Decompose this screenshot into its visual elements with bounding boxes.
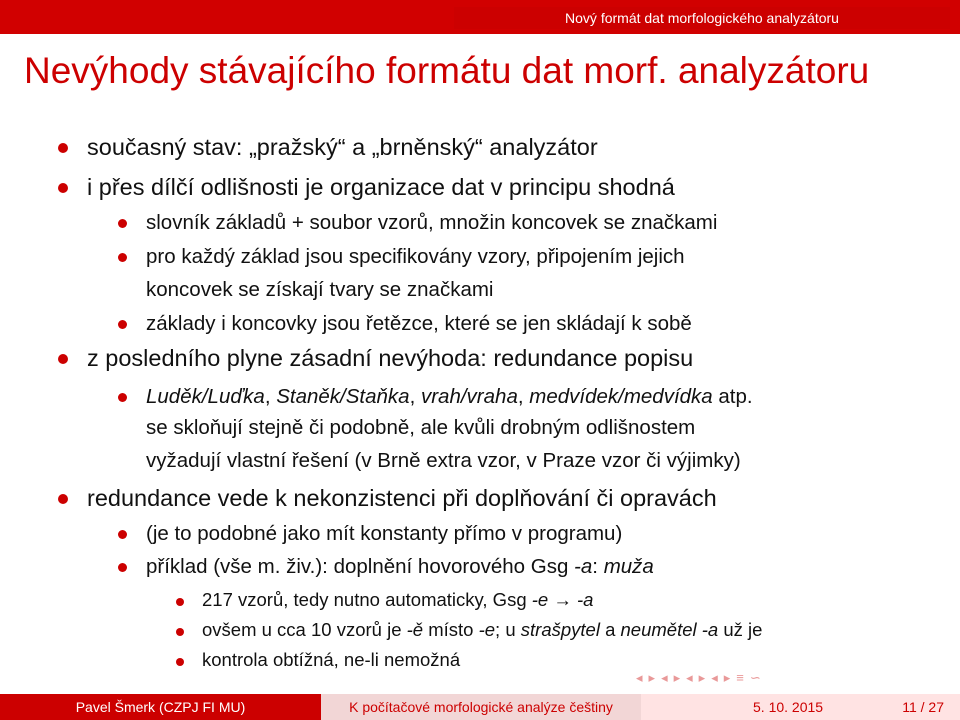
top-header-bar (0, 0, 960, 34)
trailing-text: už je (718, 619, 763, 640)
example-word: -e (478, 619, 496, 640)
nav-slide-forward-icon[interactable]: ▸ (723, 670, 731, 685)
example-word: vrah/vraha (420, 385, 518, 408)
bullet-item: i přes dílčí odlišnosti je organizace dat v principu shodná (87, 174, 675, 200)
footer-page-number: 11 / 27 (902, 699, 944, 715)
sub-bullet-item (146, 385, 753, 409)
sub-bullet-icon (118, 320, 127, 329)
sub-bullet-continuation: se skloňují stejně či podobně, ale kvůli drobným odlišnostem (146, 416, 696, 439)
sub-bullet-item: základy i koncovky jsou řetězce, které se jen skládají k sobě (146, 312, 692, 335)
example-word: Staněk/Staňka (276, 385, 410, 408)
sub-bullet-item: slovník základů + soubor vzorů, množin koncovek se značkami (146, 211, 718, 234)
sub-sub-bullet-item (202, 619, 762, 641)
section-label: Nový formát dat morfologického analyzátoru (454, 7, 950, 29)
separator-text: a (599, 619, 621, 640)
separator-text: : (592, 555, 604, 578)
nav-align-icon[interactable]: ≡ (736, 670, 744, 685)
beamer-navigation (636, 668, 761, 688)
example-word: -e (531, 589, 549, 610)
footer-date: 5. 10. 2015 (753, 699, 824, 715)
sub-sub-bullet-icon (176, 598, 184, 606)
separator-text: ; u (495, 619, 521, 640)
nav-subsection-back-icon[interactable]: ◂ (661, 670, 668, 685)
footer-meta (641, 694, 960, 720)
nav-frame-forward-icon[interactable]: ▸ (648, 670, 656, 685)
footer-title: K počítačové morfologické analýze češtiny (321, 694, 641, 720)
nav-subsection-forward-icon[interactable]: ▸ (673, 670, 681, 685)
example-word: medvídek/medvídka (529, 385, 713, 408)
bullet-icon (58, 354, 68, 364)
separator-text: , (409, 385, 421, 408)
separator-text: , (264, 385, 277, 408)
bullet-icon (58, 183, 68, 193)
sub-bullet-icon (118, 563, 127, 572)
arrow-text: → (548, 589, 577, 610)
nav-section-back-icon[interactable]: ◂ (686, 670, 693, 685)
nav-slide-back-icon[interactable]: ◂ (711, 670, 718, 685)
sub-bullet-item (146, 555, 654, 579)
separator-text: místo (423, 619, 479, 640)
sub-bullet-item: (je to podobné jako mít konstanty přímo v programu) (146, 522, 623, 545)
sub-sub-bullet-item (202, 589, 593, 611)
sub-bullet-item: pro každý základ jsou specifikovány vzory, připojením jejich (146, 245, 685, 268)
item-text: příklad (vše m. živ.): doplnění hovorového Gsg (146, 555, 575, 578)
bullet-icon (58, 143, 68, 153)
sub-bullet-continuation: vyžadují vlastní řešení (v Brně extra vzor, v Praze vzor či výjimky) (146, 449, 741, 472)
nav-section-forward-icon[interactable]: ▸ (698, 670, 706, 685)
example-word: -a (576, 589, 594, 610)
sub-bullet-continuation: koncovek se získají tvary se značkami (146, 278, 494, 301)
sub-sub-bullet-icon (176, 628, 184, 636)
bullet-item: redundance vede k nekonzistenci při doplňování či opravách (87, 485, 717, 511)
example-word: muža (603, 555, 654, 578)
bullet-item: z posledního plyne zásadní nevýhoda: redundance popisu (87, 345, 694, 371)
trailing-text: atp. (712, 385, 753, 408)
sub-sub-bullet-icon (176, 658, 184, 666)
separator-text: , (517, 385, 530, 408)
footer-author: Pavel Šmerk (CZPJ FI MU) (0, 694, 321, 720)
example-word: Luděk/Luďka (146, 385, 265, 408)
example-word: -ě (406, 619, 424, 640)
bullet-icon (58, 494, 68, 504)
example-word: strašpytel (520, 619, 600, 640)
nav-search-icon[interactable]: ∽ (749, 670, 761, 685)
slide-title: Nevýhody stávajícího formátu dat morf. analyzátoru (24, 50, 870, 91)
footer-bar (0, 694, 960, 720)
sub-bullet-icon (118, 253, 127, 262)
sub-bullet-icon (118, 393, 127, 402)
bullet-item: současný stav: „pražský“ a „brněnský“ analyzátor (87, 134, 598, 160)
sub-sub-bullet-item: kontrola obtížná, ne-li nemožná (202, 649, 461, 670)
sub-bullet-icon (118, 219, 127, 228)
item-text: 217 vzorů, tedy nutno automaticky, Gsg (202, 589, 532, 610)
nav-frame-back-icon[interactable]: ◂ (636, 670, 643, 685)
item-text: ovšem u cca 10 vzorů je (202, 619, 407, 640)
sub-bullet-icon (118, 530, 127, 539)
example-word: -a (574, 555, 593, 578)
example-word: neumětel -a (620, 619, 719, 640)
